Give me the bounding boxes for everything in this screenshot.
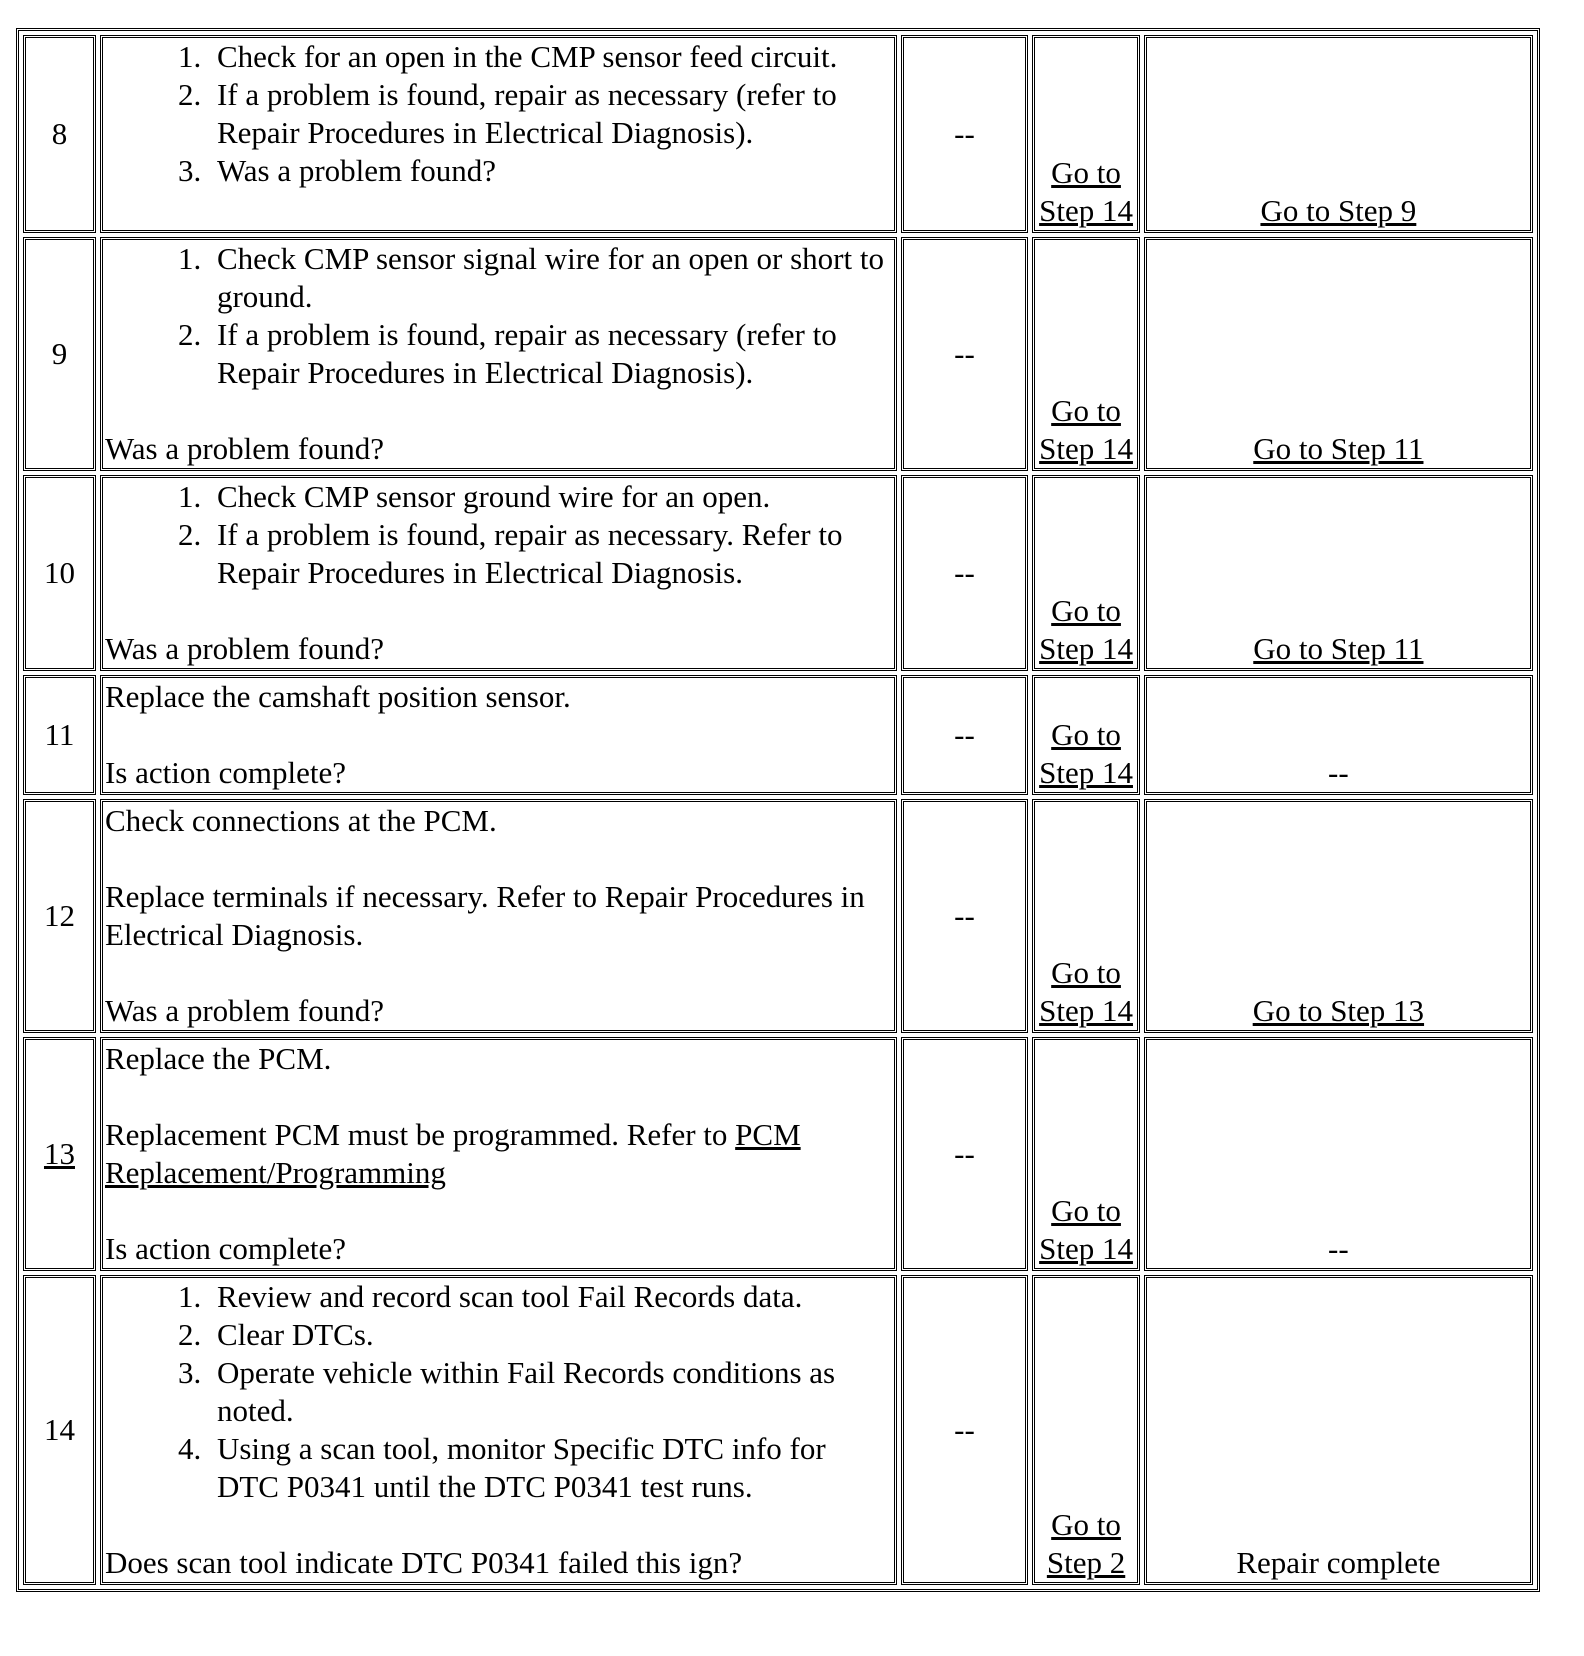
yes-link[interactable]: Go to Step 2: [1046, 1507, 1126, 1580]
yes-link[interactable]: Go to Step 14: [1039, 393, 1133, 466]
action-cell: [100, 799, 897, 1033]
yes-link[interactable]: Go to Step 14: [1039, 1193, 1133, 1266]
question-text: Is action complete?: [104, 755, 346, 790]
action-text: Replace the PCM.: [104, 1041, 332, 1076]
no-text: Repair complete: [1236, 1545, 1441, 1580]
pcm-programming-link[interactable]: PCM Replacement/Programming: [104, 1117, 801, 1190]
no-link[interactable]: Go to Step 9: [1260, 193, 1417, 228]
instruction-item: 1. Check for an open in the CMP sensor feed circuit.: [209, 38, 892, 76]
action-text: Check connections at the PCM.: [104, 803, 497, 838]
table-row: [23, 237, 1533, 471]
yes-link[interactable]: Go to Step 14: [1039, 717, 1133, 790]
instruction-item: 3. Was a problem found?: [209, 152, 892, 190]
yes-link[interactable]: Go to Step 14: [1039, 593, 1133, 666]
action-cell: [100, 1275, 897, 1585]
yes-cell: [1032, 35, 1139, 233]
value-cell: --: [901, 475, 1029, 671]
step-number: 12: [23, 799, 96, 1033]
yes-cell: [1032, 475, 1139, 671]
no-cell: [1144, 237, 1533, 471]
step-number: 8: [23, 35, 96, 233]
action-note: Replace terminals if necessary. Refer to Repair Procedures in Electrical Diagnosis.: [104, 879, 865, 952]
table-row: [23, 35, 1533, 233]
yes-link[interactable]: Go to Step 14: [1039, 955, 1133, 1028]
no-cell: [1144, 1037, 1533, 1271]
action-cell: [100, 675, 897, 795]
yes-link[interactable]: Go to Step 14: [1039, 155, 1133, 228]
action-cell: [100, 35, 897, 233]
instruction-item: 1. Check CMP sensor signal wire for an open or short to ground.: [209, 240, 892, 316]
no-cell: [1144, 675, 1533, 795]
value-cell: --: [901, 799, 1029, 1033]
instruction-item: 1. Check CMP sensor ground wire for an open.: [209, 478, 892, 516]
action-note: [105, 1116, 892, 1192]
instruction-list: [105, 1278, 892, 1506]
yes-cell: [1032, 1037, 1139, 1271]
instruction-item: 4. Using a scan tool, monitor Specific DTC info for DTC P0341 until the DTC P0341 test runs.: [209, 1430, 892, 1506]
value-cell: --: [901, 1037, 1029, 1271]
action-cell: [100, 475, 897, 671]
yes-cell: [1032, 1275, 1139, 1585]
question-text: Was a problem found?: [104, 431, 384, 466]
no-cell: [1144, 1275, 1533, 1585]
no-link[interactable]: Go to Step 11: [1253, 631, 1424, 666]
instruction-list: [105, 38, 892, 190]
question-text: Does scan tool indicate DTC P0341 failed this ign?: [104, 1545, 743, 1580]
step-number: 10: [23, 475, 96, 671]
table-row: [23, 1275, 1533, 1585]
step-number-cell: [23, 1037, 96, 1271]
no-text: --: [1328, 755, 1349, 790]
table-row: [23, 675, 1533, 795]
yes-cell: [1032, 799, 1139, 1033]
instruction-item: 3. Operate vehicle within Fail Records conditions as noted.: [209, 1354, 892, 1430]
no-cell: [1144, 475, 1533, 671]
instruction-item: 2. If a problem is found, repair as necessary (refer to Repair Procedures in Electrical Diagnosis).: [209, 316, 892, 392]
step-number: 11: [23, 675, 96, 795]
step-number: 9: [23, 237, 96, 471]
action-cell: [100, 237, 897, 471]
value-cell: --: [901, 675, 1029, 795]
step-number-link[interactable]: 13: [43, 1136, 75, 1171]
yes-cell: [1032, 237, 1139, 471]
diagnostic-table: [16, 28, 1540, 1592]
table-row: [23, 475, 1533, 671]
step-number: 14: [23, 1275, 96, 1585]
value-cell: --: [901, 237, 1029, 471]
instruction-item: 2. Clear DTCs.: [209, 1316, 892, 1354]
question-text: Was a problem found?: [104, 993, 384, 1028]
instruction-item: 2. If a problem is found, repair as necessary (refer to Repair Procedures in Electrical Diagnosis).: [209, 76, 892, 152]
action-text: Replace the camshaft position sensor.: [104, 679, 571, 714]
action-cell: [100, 1037, 897, 1271]
instruction-item: 1. Review and record scan tool Fail Records data.: [209, 1278, 892, 1316]
value-cell: --: [901, 35, 1029, 233]
no-text: --: [1328, 1231, 1349, 1266]
no-link[interactable]: Go to Step 11: [1253, 431, 1424, 466]
question-text: Is action complete?: [104, 1231, 346, 1266]
instruction-list: [105, 478, 892, 592]
no-cell: [1144, 35, 1533, 233]
table-row: [23, 799, 1533, 1033]
table-row: [23, 1037, 1533, 1271]
value-cell: --: [901, 1275, 1029, 1585]
yes-cell: [1032, 675, 1139, 795]
no-link[interactable]: Go to Step 13: [1252, 993, 1425, 1028]
no-cell: [1144, 799, 1533, 1033]
instruction-list: [105, 240, 892, 392]
action-note-prefix: Replacement PCM must be programmed. Refer to: [104, 1117, 736, 1152]
question-text: Was a problem found?: [104, 631, 384, 666]
instruction-item: 2. If a problem is found, repair as necessary. Refer to Repair Procedures in Electrical Diagnosis.: [209, 516, 892, 592]
